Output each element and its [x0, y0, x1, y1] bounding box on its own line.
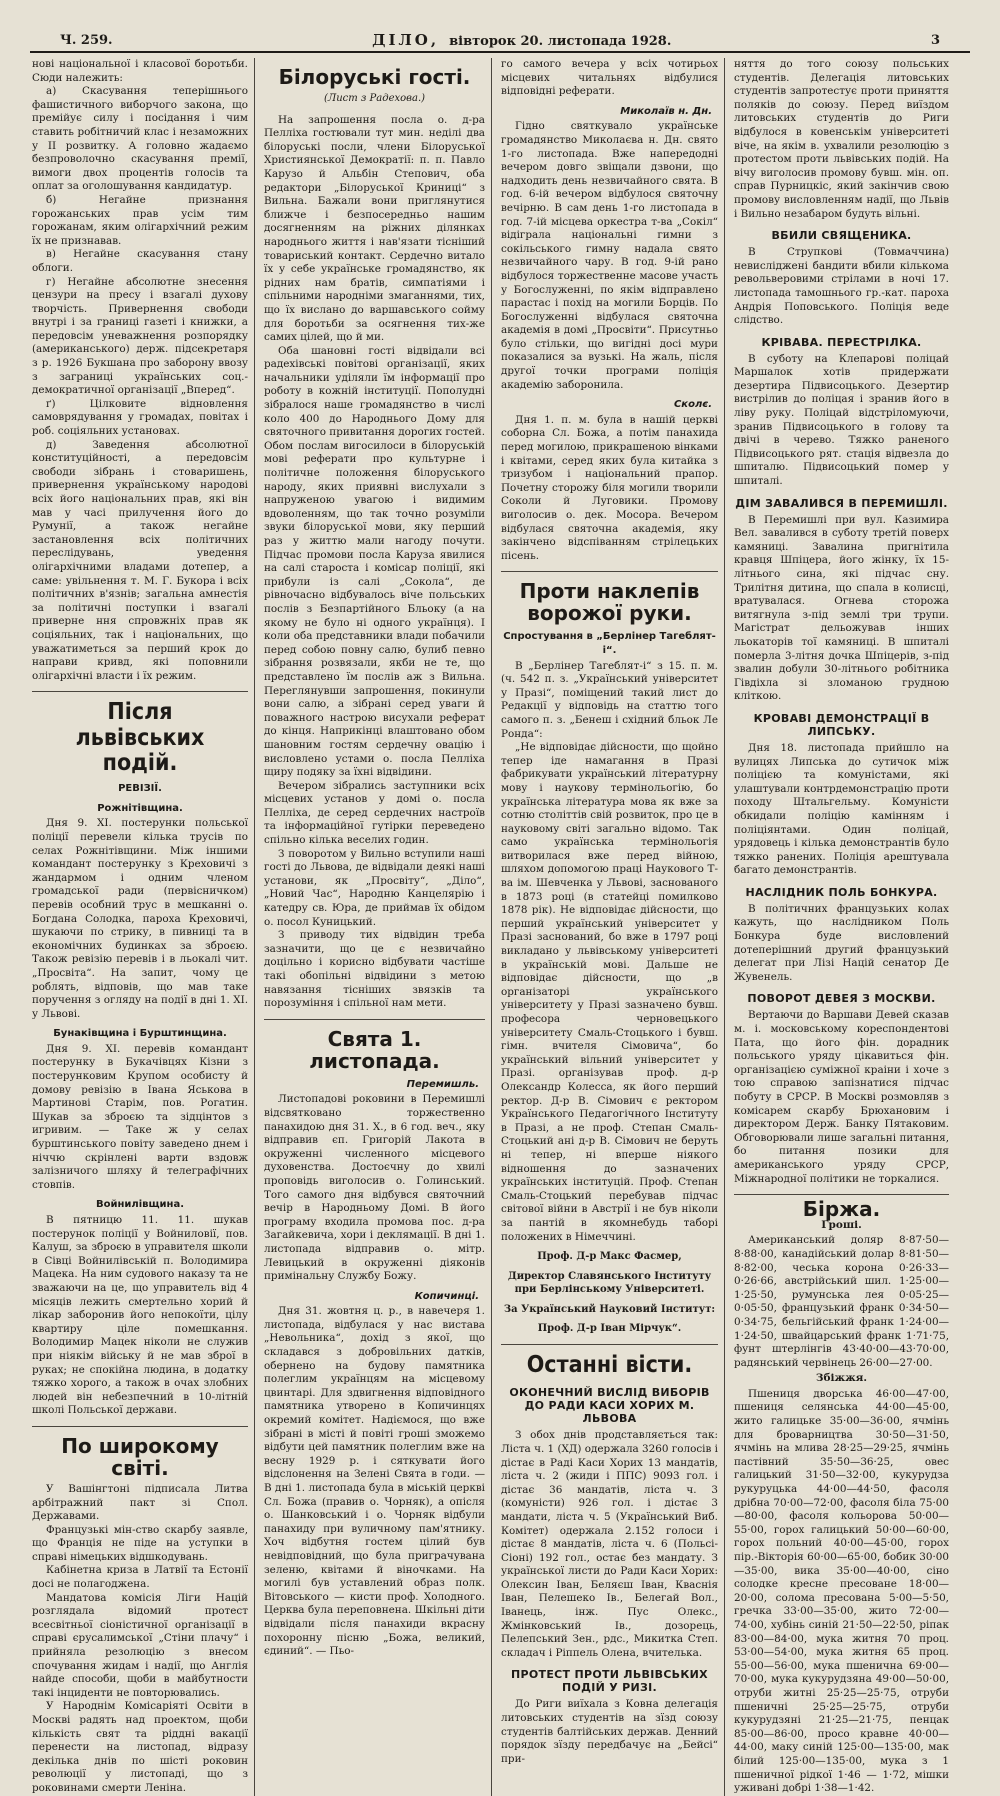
issue-date: вівторок 20. листопада 1928. [449, 34, 672, 49]
signature: За Український Науковий Інститут: [503, 1303, 716, 1315]
article-paragraph: З приводу тих відвідин треба зазначити, що це є незвичайно доцільно і корисно відбувати частіше такі обопільні відвідини з метою навязання тісніших звязків та порозуміння і спільної нам мети. [264, 929, 485, 1010]
news-headline: НАСЛІДНИК ПОЛЬ БОНКУРА. [745, 885, 938, 899]
exchange-grain-text: Пшениця дворська 46·00—47·00, пшениця селянська 44·00—45·00, жито галицьке 35·00—36·00, ячмінь для броварництва 30·50—31·50, ячмінь на млива 28·25—29·25, ячмінь пастівний 35·50—36·25, овес галицький 31·50—32·00, кукурудза рукуруцька 44·00—44·50, фасоля дрібна 70·00—72·00, фасоля біла 75·00—80·00, фасоля кольорова 50·00—55·00, горох галицький 50·00—60·00, горох польний 40·00—45·00, горох пір.-Вікторія 60·00—65·00, бобик 30·00—35·00, вика 35·00—40·00, сіно солодке кресне пресоване 18·00—20·00, солома пресована 5·00—5·50, гречка 33·00—35·00, жито 72·00—74·00, хубінь синій 21·50—22·50, ріпак 83·00—84·00, мука житня 70 проц. 53·00—54·00, мука житня 65 проц. 55·00—56·00, мука пшенична 69·00—70·00, мука кукурудзяна 49·00—50·00, отруби житні 25·25—25·75, отруби пшеничні 25·25—25·75, отруби кукурудзяні 21·25—21·75, пенцак 85·00—86·00, просо кравне 40·00—44·00, маку синій 125·00—135·00, мак білий 125·00—135·00, мука з 1 пшеничної рідкої 1·46 — 1·72, мішки уживані добрі 1·38—1·42. [734, 1387, 949, 1795]
article-subtitle: (Лист з Радехова.) [323, 93, 426, 104]
section-place: Войнилівщина. [95, 1199, 184, 1211]
world-item: У Вашінгтоні підписала Литва арбітражний пакт зі Спол. Державами. [32, 1482, 248, 1523]
separator [32, 1426, 248, 1427]
news-headline: ДІМ ЗАВАЛИВСЯ В ПЕРЕМИШЛІ. [735, 496, 948, 510]
col1-intro-4: г) Негайне абсолютне знесення цензури на пресу і взагалі духову творчість. Привернення свободи внутрі і за границі газеті і книжки, а передовсім уневажнення розпорядку (американського) держ. підсекретаря з р. 1926 Букшана про заборону ввозу з заграниці українських соц.-демократичної організації „Вперед“. [32, 275, 248, 397]
separator [501, 1344, 718, 1345]
section-place: Миколаїв н. Дн. [620, 105, 712, 117]
news-text: В суботу на Клепарові поліцай Маршалок хотів придержати дезертира Підвисоцького. Дезертир вистрілив до поліцая і зранив його в ліву руку. Поліцай відстріломуючи, зранив Підвисоцького в голову та двічі в черево. Тяжко раненого Підвисоцького рят. стація відвезла до шпиталю. Підвисоцький помер у шпиталі. [734, 352, 949, 488]
world-item: Мандатова комісія Ліги Націй розглядала відомий протест всесвітньої сіоністичної організації в справі єрусалимської „Стіни плачу“ і прийняла резолюцію з внесом спочування жидам і надії, що Англія найде способи, щоби в майбутности такі інциденти не повторювались. [32, 1591, 248, 1699]
masthead [60, 30, 940, 50]
world-item: Французькі мін-ство скарбу заявле, що Франція не піде на уступки в справі німецьких відшкодувань. [32, 1523, 248, 1563]
article-paragraph: „Не відповідає дійсности, що щойно тепер іде намагання в Празі фабрикувати український літературну мову і наукову термінольогію, бо українська література мова як вже за сотню століттів свій розвиток, про це в науковому світі загально відомо. Так само українська термінольогія витворилася вже перед війною, шляхом допомогою праці Наукового Т-ва ім. Шевченка у Львові, заснованого в 1873 році (в статейці помилково 1878 рік). Не відповідає дійсности, що перший український університет у Празі заснований, бо вже в 1797 році викладано у львівському університеті в українській мові. Дальше не відповідає дійсности, що „в організаторі українського університету у Празі зазначено бувш. професора черновецького університету Смаль-Стоцького і бувш. гімн. вчителя Сімовича“, бо український вільний університет у Празі. організував проф. д-р Олександр Колесса, як його перший ректор. Д-р В. Сімович є ректором Українського Педагогічного Інституту в Празі, а не проф. Степан Смаль-Стоцький ані д-р В. Сімович не беруть ні тепер, ні вперше ніякого відношення до зазначених українських інституцій. Проф. Степан Смаль-Стоцький перебував підчас світової війни в Австрії і не був ніколи за пантій в якомнебудь таборі положених в Німеччині. [501, 741, 718, 1243]
news-text: З обох днів продставляється так: Ліста ч. 1 (ХД) одержала 3260 голосів і дістає в Раді Каси Хорих 13 мандатів, ліста ч. 2 (жиди і ППС) 9093 гол. і дістає 36 мандатів, ліста ч. 3 (комуністи) 926 гол. і дістає 3 мандати, ліста ч. 5 (Український Виб. Комітет) одержала 2.152 голоси і дістає 8 мандатів, ліста ч. 6 (Польсі-Сіоні) 192 гол., остає без мандату. З української листи до Ради Каси Хорих: Олексин Іван, Беляєш Іван, Кваснія Іван, Пелешеко Ів., Белегай Вол., Іванець, інж. Пус Олекс., Жмінковський Ів., дозорець, Пелепський Зен., рдс., Микитка Степ. складач і Ріппель Олена, вчителька. [501, 1429, 718, 1659]
exchange-title: Біржа. [802, 1197, 881, 1222]
world-item: У Народнім Комісаріяті Освіти в Москві радять над проектом, щоби кількість свят та ріддні вакації перенести на листопад, відразу декілька днів по шісті роковин революції у листопаді, що з роковинами смерти Леніна. [32, 1700, 248, 1794]
news-text: Дня 18. листопада прийшло на вулицях Липська до сутичок між поліцією та комуністами, які улаштували контрдемонстрацію проти походу Штальгельму. Комуністи обкидали поліцію камінням і поліціянтами. Один поліцай, урядовець і кілька демонстрантів було тяжко ранених. Поліція арештувала багато демонстрантів. [734, 741, 949, 877]
signature: Проф. Д-р Макс Фасмер, [537, 1251, 682, 1263]
article-title-world: По широкому світі. [61, 1433, 219, 1480]
section-place: Рожнітівщина. [97, 802, 183, 814]
signature: Директор Славянського Інституту при Берлінському Університеті. [507, 1270, 712, 1296]
article-subtitle: Спростування в „Берлінер Тагеблят-і“. [503, 631, 716, 656]
col1-intro-2: б) Негайне признання горожанських прав усім тим горожанам, яким олігархічний режим їх не признавав. [32, 193, 248, 247]
exchange-grain-heading: Збіжжя. [815, 1372, 868, 1385]
world-item: Кабінетна криза в Латвії та Естонії досі не полагоджена. [32, 1564, 248, 1591]
news-text: В політичних французьких колах кажуть, що наслідником Поль Бонкура буде висловлений дотеперішний другий французький делегат при Лізі Націй сенатор Де Жувенель. [734, 902, 949, 983]
column-4 [732, 58, 955, 1796]
continued-text: го самого вечера у всіх чотирьох місцевих читальнях відбулися відповідні реферати. [501, 58, 718, 98]
section-place: Перемишль. [406, 1078, 479, 1090]
separator [501, 571, 718, 572]
section-text: Дня 9. XI. постерунки польської поліції перевели кілька трусів по селах Рожнітівщини. Між іншими командант постерунку з Креховичі з жандармом і одним членом громадської ради (первісничком) перевів особний трус в мешканні о. Богдана Солодка, пароха Креховичі, шукаючи по стрику, в пивниці та в економічних будинках за зброєю. Також ревізію перевів і в льокалі чит. „Просвіта“. На запит, чому це роблять, відповів, що мав таке поручення з огляду на події в дні 1. XI. у Львові. [32, 817, 248, 1020]
article-paragraph: На запрошення посла о. д-ра Пелліха гостювали тут мин. неділі два білоруські посли, члени Білоруської Християнської Демократії: п. п. Павло Карузо й Альбін Степович, оба редактори „Білоруської Криниці“ з Вильна. Бажали вони приглянутися ближче і безпосередньо нашим досягненням на ріжних ділянках народнього життя і нав'язати тісніший товариський контакт. Сердечно витало їх у себе українське громадянство, як рідних нам братів, симпатіями і спільними народніми змаганнями, тих, що їх вислано до варшавського сойму для боротьби за осягнення тих-же самих цілей, що й ми. [264, 113, 485, 344]
news-headline: ПОВОРОТ ДЕВЕЯ З МОСКВИ. [747, 992, 936, 1006]
col1-intro-1: а) Скасування теперішнього фашистичного виборчого закона, що премійує силу і посідання і чим ставить робітничий клас і незаможних у II розвитку. А головно жадаємо безпроволочно скасування премії, вимоги двох процентів голосів та оплат за оголошування кандидатур. [32, 85, 248, 193]
section-text: Листопадові роковини в Перемишлі відсвятковано торжественно панахидою дня 31. X., в 6 год. веч., яку відправив єп. Григорій Лакота в окруженні численного місцевого духовенства. Достоєчну до хвилі проповідь виголосив о. Голинський. Того самого дня відбувся святочний вечір в Народньому Домі. В його програму входила промова пос. д-ра Загайкевича, хори і деклямації. В дні 1. листопада відправив о. мітр. Левицький в окруженні діяконів примінальну Службу Божу. [264, 1093, 485, 1283]
separator [734, 1194, 949, 1195]
news-headline: ПРОТЕСТ ПРОТИ ЛЬВІВСЬКИХ ПОДІЙ У РИЗІ. [511, 1668, 708, 1695]
col1-intro-3: в) Негайне скасування стану облоги. [32, 248, 248, 274]
section-text: Дня 1. п. м. була в нашій церкві соборна Сл. Божа, а потім панахида перед могилою, прикрашеною вінками і квітами, серед яких була китайка з тризубом і національний прапор. Почетну сторожу біля могили творили Соколи й Луговики. Промову виголосив о. дек. Мосора. Вечером відбулася святочна академія, яку закінчено відспіванням стрілецьких пісень. [501, 413, 718, 562]
section-place: Бунаківщина і Бурштинщина. [53, 1028, 227, 1040]
col1-intro-5: ґ) Цілковите відновлення самоврядування у громадах, повітах і роб. соціяльних установах. [32, 397, 248, 438]
article-title-holiday: Свята 1. листопада. [309, 1026, 440, 1073]
news-text: В Струпкові (Товмаччина) невислідженi бандити вбили кількома револьверовими стрілами в ночі 17. листопада тамошнього гр.-кат. пароха Андрія Поповського. Поліція веде слідство. [734, 246, 949, 327]
column-2 [262, 58, 492, 1796]
column-1 [30, 58, 255, 1796]
news-headline: ОКОНЕЧНИЙ ВИСЛІД ВИБОРІВ ДО РАДИ КАСИ ХОРИХ М. ЛЬВОВА [509, 1386, 710, 1426]
article-paragraph: З поворотом у Вильно вступили наші гості до Львова, де відвідали деякі наші установи, як „Просвіту“, „Діло“, „Новий Час“, Народню Канцелярію і катедру св. Юра, де приймав їх обідом о. посол Куницький. [264, 847, 485, 928]
news-headline: КРОВАВІ ДЕМОНСТРАЦІЇ В ЛИПСЬКУ. [753, 711, 930, 738]
article-subtitle: РЕВІЗІЇ. [118, 783, 162, 795]
column-3 [499, 58, 725, 1796]
section-text: Дня 31. жовтня ц. р., в навечеря 1. листопада, відбулася у нас вистава „Невольника“, дохід з якої, що складався з добровільних датків, обернено на будову памятника полеглим українцям на місцевому цвинтарі. Для здвигнення відповідного памятника утворено в Копичинцях окремий комітет. Надіємося, що вже зібрані в місті й повіті гроші зможемо відбути цей памятник полеглим вже на весну 1929 р. і сяткувати його відслонення на Зелені Свята в годи. — В дні 1. листопада була в міській церкві Сл. Божа (правив о. Чорняк), а опісля о. Шанковський і о. Чорняк відбули панахиду при вуличному пам'ятнику. Хоч відбутня гостем цілий був невідповідний, що була приграчувана зеленю, квітами й віночками. На могилі був уставлений образ полк. Вітовського — кисти проф. Холодного. Церква була переповнена. Шкільні діти відвідали після панахиди вкрасну похоронну пісню „Божа, великий, єдиний“. — Пьо- [264, 1305, 485, 1658]
page-number: 3 [930, 32, 940, 48]
section-text: Дня 9. XI. перевів командант постерунку в Букачівцях Кізни з постерунковим Крупом особисту й домову ревізію в Івана Яськова в Мартинові Старім, пов. Рогатин. Шукав за зброєю та зідцінтов з игривим. — Таке ж у селах бурштинського повіту заведено днем і ніччю скрінлені варти вздовж залізничого шляху й телеграфічних стовпів. [32, 1042, 248, 1191]
separator [32, 691, 248, 692]
paper-name: ДІЛО, [372, 31, 440, 49]
exchange-money-heading: Гроші. [821, 1218, 862, 1231]
exchange-money-text: Американський доляр 8·87·50—8·88·00, канадійський долар 8·81·50—8·82·00, чеська корона 0·26·33—0·26·66, австрійський шил. 1·25·00—1·25·50, румунська лея 0·05·25—0·05·50, французький франк 0·34·50—0·34·75, бельгійський франк 1·24·00—1·24·50, швайцарський франк 1·71·75, фунт штерлінгів 43·40·00—43·70·00, радянський червінець 26·00—27·00. [734, 1234, 949, 1369]
article-paragraph: В „Берлінер Тагеблят-і“ з 15. п. м. (ч. 542 п. з. „Український університет у Празі“, поміщений такий лист до Редакції у відповідь на статтю того самого п. з. „Бенеш і східний бльок Ле Ронда“: [501, 659, 718, 740]
news-headline: КРІВАВА. ПЕРЕСТРІЛКА. [761, 335, 922, 349]
article-title-denial: Проти наклепів ворожої руки. [519, 579, 700, 626]
article-title-lviv-events: Після львівських подій. [75, 699, 205, 776]
news-headline: ВБИЛИ СВЯЩЕНИКА. [771, 229, 912, 243]
article-paragraph: Оба шановні гості відвідали всі радехівські повітові організації, яких начальники уділяли їм інформації про роботу в кожній інституції. Пополудні зібралося наше громадянство в числі коло 400 до Народнього Дому для святочного привитання дорогих гостей. Обом послам вигосилоси в білоруській мові реферати про культурне і політичне положення білоруського народу, яких приявні вислухали з напруженою увагою і видимим вдоволенням, що так точно розуміли звуки білоруської мови, яку перший раз у життю мали нагоду почути. Підчас промови посла Каруза явилися на салі староста і комісар поліції, які прибули із салі „Сокола“, де рівночасно відбувалось віче польських послів з Безпартійного Бльоку (а на якому не було ні одного українця). І коли оба представники влади побачили перед собою повну салю, булиб певно зібрання розвязали, якби не те, що представлено їм послів аж з Вильна. Переглянувши запрошення, покинули вони салю, а зібрані серед уваги й поважного настрою висухали реферат до кінця. Наприкінці влаштовано обом шановним гостям сердечну овацію і висловлено устами о. посла Пелліха щиру подяку за їхні відвідини. [264, 344, 485, 779]
article-title-latest-news: Останні вісти. [526, 1352, 693, 1379]
masthead-rule [30, 51, 970, 53]
columns [30, 58, 970, 1795]
news-text: В Перемишлі при вул. Казимира Вел. завалився в суботу третій поверх камяниці. Завалина пригнітила кравця Шпіцера, його жінку, їх 15-літнього сина, які підчас сну. Трилітня дитина, що спала в колисці, вратувалася. Огнева сторожа витягнула з-під землі три трупи. Магістрат дельожував інших льокаторів тої камяниці. В шпиталі померла 3-літня дочка Шпіцерів, з-під звалин добули 30-літнього робітника Гівдіхла зі зломаною грудною кліткою. [734, 513, 949, 703]
section-text: В пятницю 11. 11. шукав постерунок поліції у Войниловії, пов. Калуш, за зброєю в управителя школи в Сівці Войнилівській п. Володимира Мацека. На ним судового наказу та не зважаючи на це, що управитель від 4 місяців лежить смертельно хорий й лікар заборонив його непокоїти, цілу квартиру ціле помешкання. Володимир Мацек ніколи не служив при ніякім війську й не мав зброї в руках; не спокійна людина, в додатку тяжко хорого, а також в очах злобних людей він небезпечний в 10-літній школі Польської держави. [32, 1214, 248, 1417]
col1-intro-0: нові національної і класової боротьби. Сюди належить: [32, 58, 248, 84]
section-place: Сколє. [673, 399, 712, 411]
article-paragraph: Вечером зібрались заступники всіх місцевих установ у домі о. посла Пелліха, де серед сердечних настроїв та інформаційної гутірки переведено спільно кілька веселих годин. [264, 779, 485, 847]
news-text: Вертаючи до Варшави Девей сказав м. і. московському кореспондентові Пата, що його фін. дорадник польського уряду цікавиться фін. організацією суміжної краіни і хоче з тою справою запізнатися підчас побуту в СРСР. В Москві розмовляв з комісарем скарбу Брюхановим і директором Держ. Банку Пятаковим. Обговорювали лише загальні питання, бо питання позики для американського уряду СРСР, Міжнародної політики не торкалися. [734, 1009, 949, 1185]
continued-text: няття до того союзу польських студентів. Делегація литовських студентів запротестує проти приняття поляків до союзу. Перед виїздом литовських студентів до Риги відбулося в ковенськім університеті віче, на якім в. ухвалили резолюцію з протестом проти львівських подій. На вічу виголосив промову бувш. мін. оп. справ Пурницкіс, який закінчив свою промову висловленням надії, що Львів і Вильно незабаром будуть вільні. [734, 58, 949, 220]
col1-intro-6: д) Заведення абсолютної конституційності, а передовсім свободи зібрань і стоваришень, привернення українському народові всіх його національних прав, які він мав у часі прилучення його до Румунії, а також негайне застановлення всіх політичних переслідувань, уведення олігархічними владами дотепер, а саме: увільнення т. М. Г. Букора і всіх політичних в'язнів; загальна амнестія за політичні поступки і взагалі приверне ння спровжніх прав як соціяльних, так і національних, що уважатиметься за перший крок до направи кривд, які поповнили олігархічні власти і їх режим. [32, 438, 248, 682]
separator [264, 1019, 485, 1020]
section-place: Копичинці. [414, 1290, 479, 1302]
section-text: Гідно святкувало українське громадянство Миколаєва н. Дн. свято 1-го листопада. Вже напередодні вечером довго звіщали дзвони, що надходить день незвичайного свята. В год. 6-ій вечером відбулося святочну вечірню. В сам день 1-го листопада в год. 7-ій місцева оркестра т-ва „Сокіл“ відіграла національні гимни з сокільського гимну надала свято незвичайного чару. В год. 9-ій рано відбулося торжественне масове участь у Богослуженні, по якім відправлено парастас і похід на могили Борців. По Богослуженні відбулася святочна академія в домі „Просвіти“. Присутньо було стільки, що вигідні досі мури показалися за вузькі. На жаль, після другої точки програми поліція академію заборонила. [501, 120, 718, 391]
signature: Проф. Д-р Іван Мірчук“. [537, 1323, 682, 1335]
issue-number: Ч. 259. [60, 32, 113, 48]
article-title-belarus-guests: Білоруські гості. [278, 65, 471, 89]
news-text: До Риги виїхала з Ковна делегація литовських студентів на зїзд союзу студентів балтійських держав. Денний порядок зїзду передбачує на „Бейсі“ при- [501, 1698, 718, 1765]
